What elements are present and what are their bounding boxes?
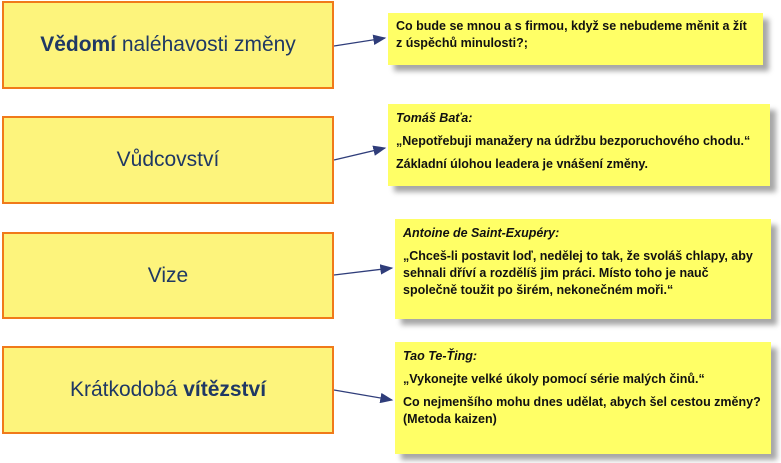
step-box-4 [2, 346, 334, 434]
note-1 [388, 13, 763, 65]
note-3 [395, 219, 771, 319]
arrow-4 [334, 390, 392, 400]
note-2-line-1: „Nepotřebuji manažery na údržbu bezporuchového chodu.“ [396, 134, 751, 148]
step-box-1 [2, 1, 334, 89]
note-4-author: Tao Te-Ťing: [403, 349, 478, 363]
note-2-line-2: Základní úlohou leadera je vnášení změny. [396, 157, 648, 171]
arrow-1 [334, 38, 385, 46]
note-3-line-1: „Chceš-li postavit loď, nedělej to tak, že svoláš chlapy, aby sehnali dříví a rozdělíš jim práci. Místo toho je nauč společně toužit po širém, nekonečném moři.“ [403, 249, 753, 297]
arrow-3 [334, 268, 392, 275]
note-4-line-2: Co nejmenšího mohu dnes udělat, abych šel cestou změny? (Metoda kaizen) [403, 395, 761, 426]
note-2-author: Tomáš Baťa: [396, 111, 473, 125]
step-label-2: Vůdcovství [116, 148, 220, 171]
step-label-3: Vize [147, 263, 189, 287]
note-1-line-1: Co bude se mnou a s firmou, když se nebudeme měnit a žít z úspěchů minulosti?; [396, 19, 747, 50]
step-box-3 [2, 232, 334, 319]
note-4-line-1: „Vykonejte velké úkoly pomocí série malých činů.“ [403, 372, 705, 386]
note-2 [388, 104, 770, 186]
note-3-author: Antoine de Saint-Exupéry: [403, 226, 560, 240]
step-label-4: Krátkodobá vítězství [69, 378, 267, 401]
step-box-2 [2, 116, 334, 204]
step-label-1: Vědomí naléhavosti změny [40, 33, 296, 56]
note-4 [395, 342, 771, 454]
arrow-2 [334, 148, 385, 160]
